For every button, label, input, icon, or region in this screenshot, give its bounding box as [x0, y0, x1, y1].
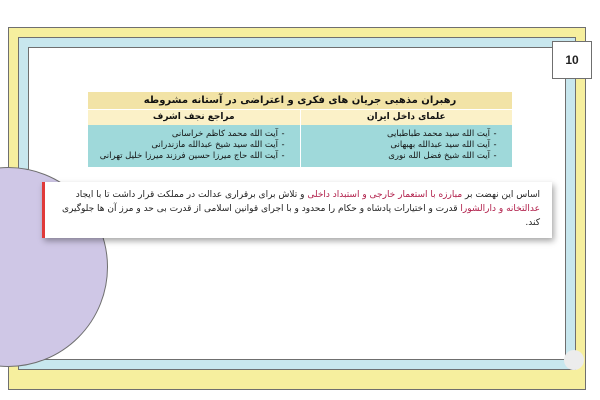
- header-iran-scholars: علمای داخل ایران: [300, 110, 513, 125]
- column-najaf-authorities: [88, 125, 300, 167]
- page-number: 10: [552, 41, 592, 79]
- dash: -: [281, 140, 285, 150]
- scholar-name: آیت الله سید عبدالله بهبهانی: [390, 140, 490, 150]
- list-item: [307, 129, 500, 140]
- summary-highlight-1: مبارزه با استعمار خارجی و استبداد داخلی: [307, 190, 463, 200]
- scholar-name: آیت الله سید شیخ عبدالله مازندرانی: [151, 140, 278, 150]
- dash: -: [493, 140, 497, 150]
- scholar-name: آیت الله شیخ فضل الله نوری: [388, 151, 490, 161]
- list-item: [94, 129, 288, 140]
- column-iran-scholars: [300, 125, 512, 167]
- header-najaf-authorities: مراجع نجف اشرف: [152, 112, 235, 122]
- scholar-name: آیت الله حاج میرزا حسین فرزند میرزا خلیل تهرانی: [99, 151, 278, 161]
- dash: -: [281, 129, 285, 139]
- summary-text-3: قدرت و اختیارات پادشاه و حکام را محدود و با اجرای قوانین اسلامی از قدرت بی حد و مرز آن ها جلوگیری کند.: [61, 204, 540, 228]
- scholar-name: آیت الله محمد کاظم خراسانی: [171, 129, 278, 139]
- table-header: [88, 110, 512, 125]
- dash: -: [493, 151, 497, 161]
- scholar-name: آیت الله سید محمد طباطبایی: [386, 129, 490, 139]
- dash: -: [281, 151, 285, 161]
- watermark-icon: [564, 350, 584, 370]
- summary-text-2: و تلاش برای برقراری عدالت در مملکت قرار داشت تا با ایجاد: [75, 190, 308, 200]
- leaders-table: [88, 92, 512, 167]
- summary-highlight-2: عدالتخانه و دارالشورا: [460, 204, 540, 214]
- list-item: [94, 140, 288, 151]
- list-item: [94, 151, 288, 162]
- table-body: [88, 125, 512, 167]
- dash: -: [493, 129, 497, 139]
- summary-text-1: اساس این نهضت بر: [462, 190, 540, 200]
- summary-textbox: [42, 182, 552, 238]
- list-item: [307, 140, 500, 151]
- list-item: [307, 151, 500, 162]
- table-title: رهبران مذهبی جریان های فکری و اعتراضی در آستانه مشروطه: [88, 92, 512, 110]
